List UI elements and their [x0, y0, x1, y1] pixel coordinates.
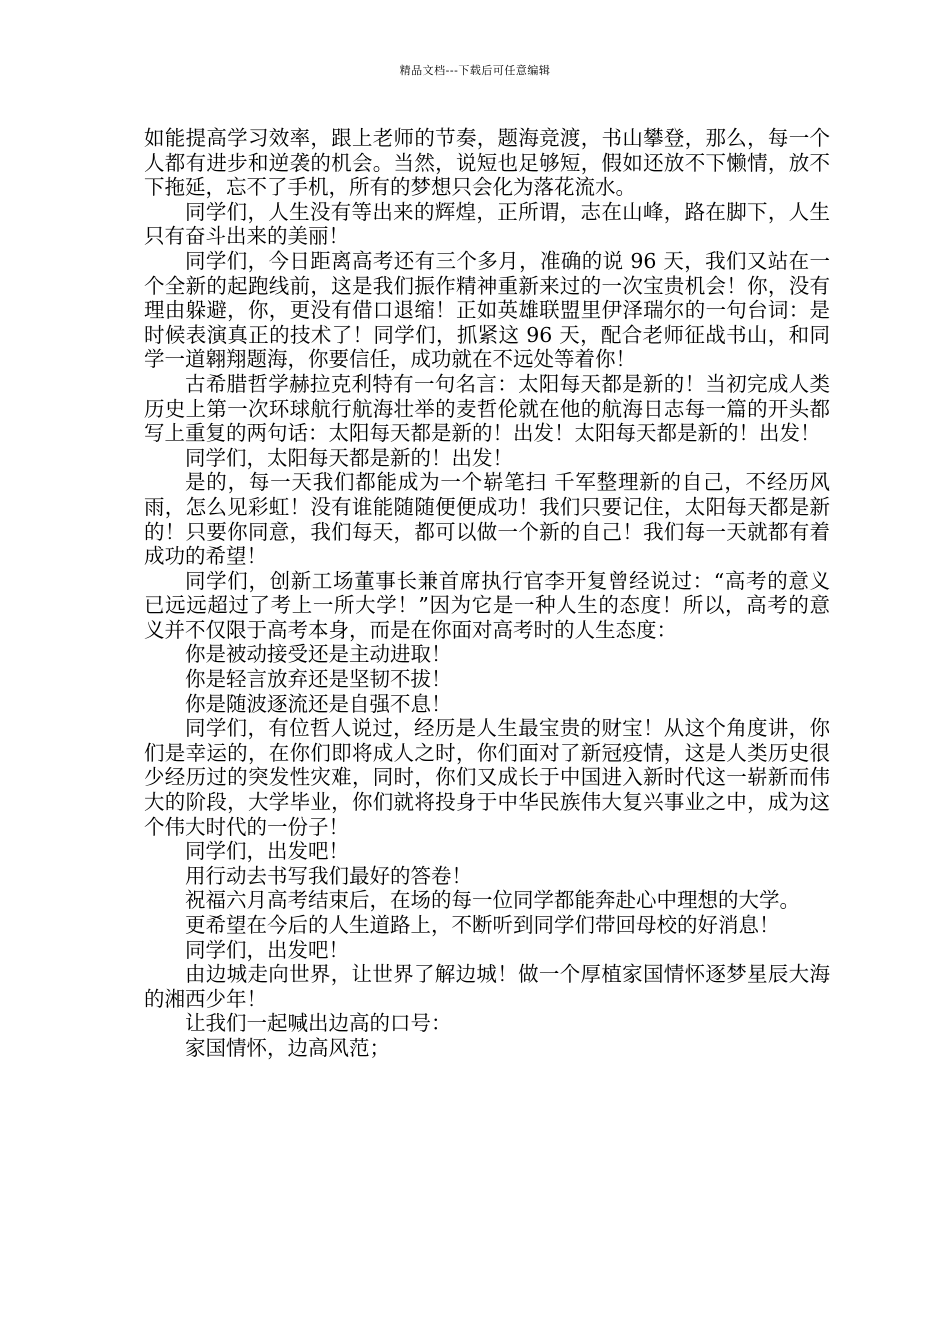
paragraph-6: 是的，每一天我们都能成为一个崭笔扫 千军整理新的自己，不经历风雨，怎么见彩虹！没有谁能随随便便成功！我们只要记住，太阳每天都是新的！只要你同意，我们每天，都可以做一个新的自己！我们每一天就都有着成功的希望！ — [144, 470, 830, 569]
paragraph-1: 如能提高学习效率，跟上老师的节奏，题海竞渡，书山攀登，那么，每一个人都有进步和逆袭的机会。当然，说短也足够短，假如还放不下懒情，放不下拖延，忘不了手机，所有的梦想只会化为落花流水。 — [144, 126, 830, 200]
paragraph-2: 同学们，人生没有等出来的辉煌，正所谓，志在山峰，路在脚下，人生只有奋斗出来的美丽！ — [144, 199, 830, 249]
paragraph-13: 用行动去书写我们最好的答卷！ — [185, 863, 472, 888]
paragraph-7: 同学们，创新工场董事长兼首席执行官李开复曾经说过：“高考的意义已远远超过了考上一所大学！”因为它是一种人生的态度！所以，高考的意义并不仅限于高考本身，而是在你面对高考时的人生态度： — [144, 568, 830, 642]
paragraph-19: 家国情怀，边高风范； — [185, 1035, 390, 1060]
paragraph-16: 同学们，出发吧！ — [185, 937, 349, 962]
paragraph-10: 你是随波逐流还是自强不息！ — [185, 691, 452, 716]
paragraph-9: 你是轻言放弃还是坚韧不拔！ — [185, 667, 452, 692]
paragraph-12: 同学们，出发吧！ — [185, 839, 349, 864]
paragraph-8: 你是被动接受还是主动进取！ — [185, 642, 452, 667]
paragraph-17: 由边城走向世界，让世界了解边城！做一个厚植家国情怀逐梦星辰大海的湘西少年！ — [144, 962, 830, 1011]
paragraph-3: 同学们，今日距离高考还有三个多月，准确的说 96 天，我们又站在一个全新的起跑线前，这是我们振作精神重新来过的一次宝贵机会！你，没有理由躲避，你，更没有借口退缩！正如英雄联盟里伊泽瑞尔的一句台词：是时候表演真正的技术了！同学们，抓紧这 96 天，配合老师征战书山，和同学一道翱翔题海，你要信任，成功就在不远处等着你！ — [144, 248, 830, 372]
document-body — [144, 126, 830, 1061]
paragraph-18: 让我们一起喊出边高的口号： — [185, 1011, 452, 1036]
paragraph-5: 同学们，太阳每天都是新的！出发！ — [185, 445, 513, 470]
paragraph-15: 更希望在今后的人生道路上，不断听到同学们带回母校的好消息！ — [185, 913, 780, 937]
paragraph-11: 同学们，有位哲人说过，经历是人生最宝贵的财宝！从这个角度讲，你们是幸运的，在你们即将成人之时，你们面对了新冠疫情，这是人类历史很少经历过的突发性灾难，同时，你们又成长于中国进入新时代这一崭新而伟大的阶段，大学毕业，你们就将投身于中华民族伟大复兴事业之中，成为这个伟大时代的一份子！ — [144, 716, 830, 839]
paragraph-14: 祝福六月高考结束后，在场的每一位同学都能奔赴心中理想的大学。 — [185, 888, 800, 913]
paragraph-4: 古希腊哲学赫拉克利特有一句名言：太阳每天都是新的！当初完成人类历史上第一次环球航行航海壮举的麦哲伦就在他的航海日志每一篇的开头都写上重复的两句话：太阳每天都是新的！出发！太阳每天都是新的！出发！ — [144, 371, 830, 446]
page-header: 精品文档---下载后可任意编辑 — [399, 64, 551, 77]
